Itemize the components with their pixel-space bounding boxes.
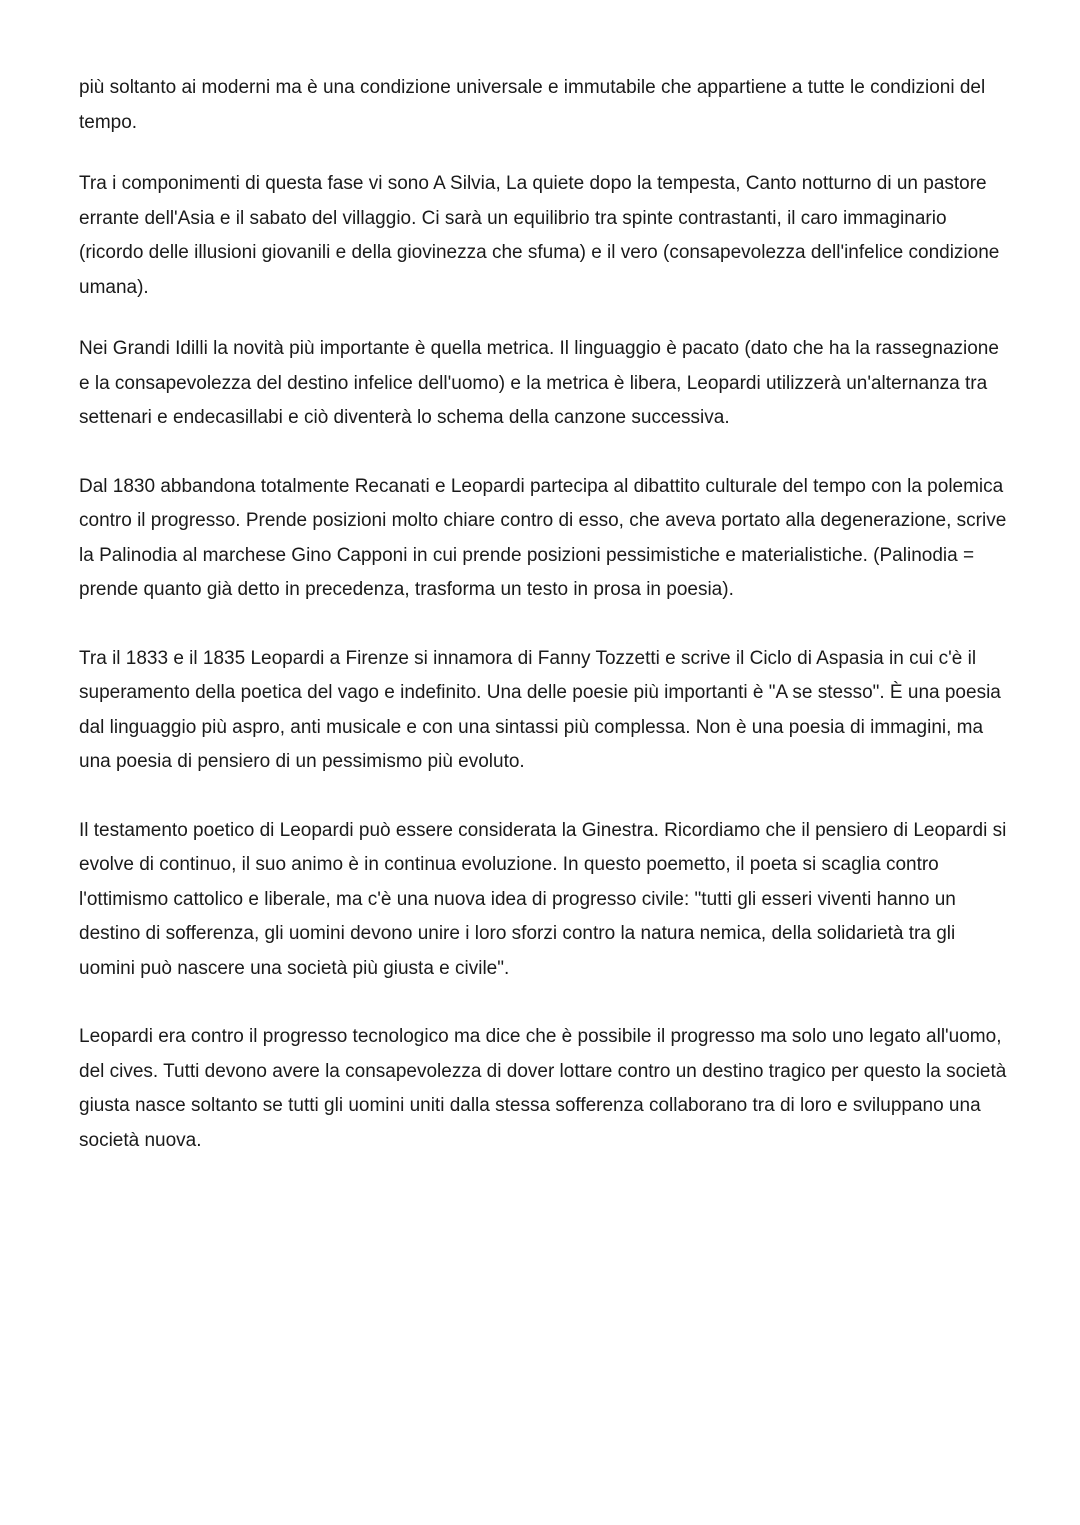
paragraph-ginestra: Il testamento poetico di Leopardi può essere considerata la Ginestra. Ricordiamo che il pensiero di Leopardi si evolve di continuo, il suo animo è in continua evoluzione. In questo poemetto, il poeta si scaglia contro l'ottimismo cattolico e liberale, ma c'è una nuova idea di progresso civile: "tutti gli esseri viventi hanno un destino di sofferenza, gli uomini devono unire i loro sforzi contro la natura nemica, della solidarietà tra gli uomini può nascere una società più giusta e civile". (79, 819, 1007, 979)
paragraph-progresso: Leopardi era contro il progresso tecnologico ma dice che è possibile il progresso ma solo uno legato all'uomo, del cives. Tutti devono avere la consapevolezza di dover lottare contro un destino tragico per questo la società giusta nasce soltanto se tutti gli uomini uniti dalla stessa sofferenza collaborano tra di loro e sviluppano una società nuova. (79, 1026, 1007, 1151)
document-page (79, 71, 1009, 1158)
paragraph-ciclo-aspasia: Tra il 1833 e il 1835 Leopardi a Firenze si innamora di Fanny Tozzetti e scrive il Ciclo di Aspasia in cui c'è il superamento della poetica del vago e indefinito. Una delle poesie più importanti è "A se stesso". È una poesia dal linguaggio più aspro, anti musicale e con una sintassi più complessa. Non è una poesia di immagini, ma una poesia di pensiero di un pessimismo più evoluto. (79, 647, 1001, 772)
paragraph-continuation: più soltanto ai moderni ma è una condizione universale e immutabile che appartiene a tutte le condizioni del tempo. (79, 77, 986, 133)
paragraph-grandi-idilli: Nei Grandi Idilli la novità più importante è quella metrica. Il linguaggio è pacato (dato che ha la rassegnazione e la consapevolezza del destino infelice dell'uomo) e la metrica è libera, Leopardi utilizzerà un'alternanza tra settenari e endecasillabi e ciò diventerà lo schema della canzone successiva. (79, 338, 999, 428)
paragraph-componimenti: Tra i componimenti di questa fase vi sono A Silvia, La quiete dopo la tempesta, Canto notturno di un pastore errante dell'Asia e il sabato del villaggio. Ci sarà un equilibrio tra spinte contrastanti, il caro immaginario (ricordo delle illusioni giovanili e della giovinezza che sfuma) e il vero (consapevolezza dell'infelice condizione umana). (79, 173, 1000, 298)
paragraph-1830: Dal 1830 abbandona totalmente Recanati e Leopardi partecipa al dibattito culturale del tempo con la polemica contro il progresso. Prende posizioni molto chiare contro di esso, che aveva portato alla degenerazione, scrive la Palinodia al marchese Gino Capponi in cui prende posizioni pessimistiche e materialistiche. (Palinodia = prende quanto già detto in precedenza, trasforma un testo in prosa in poesia). (79, 475, 1007, 600)
